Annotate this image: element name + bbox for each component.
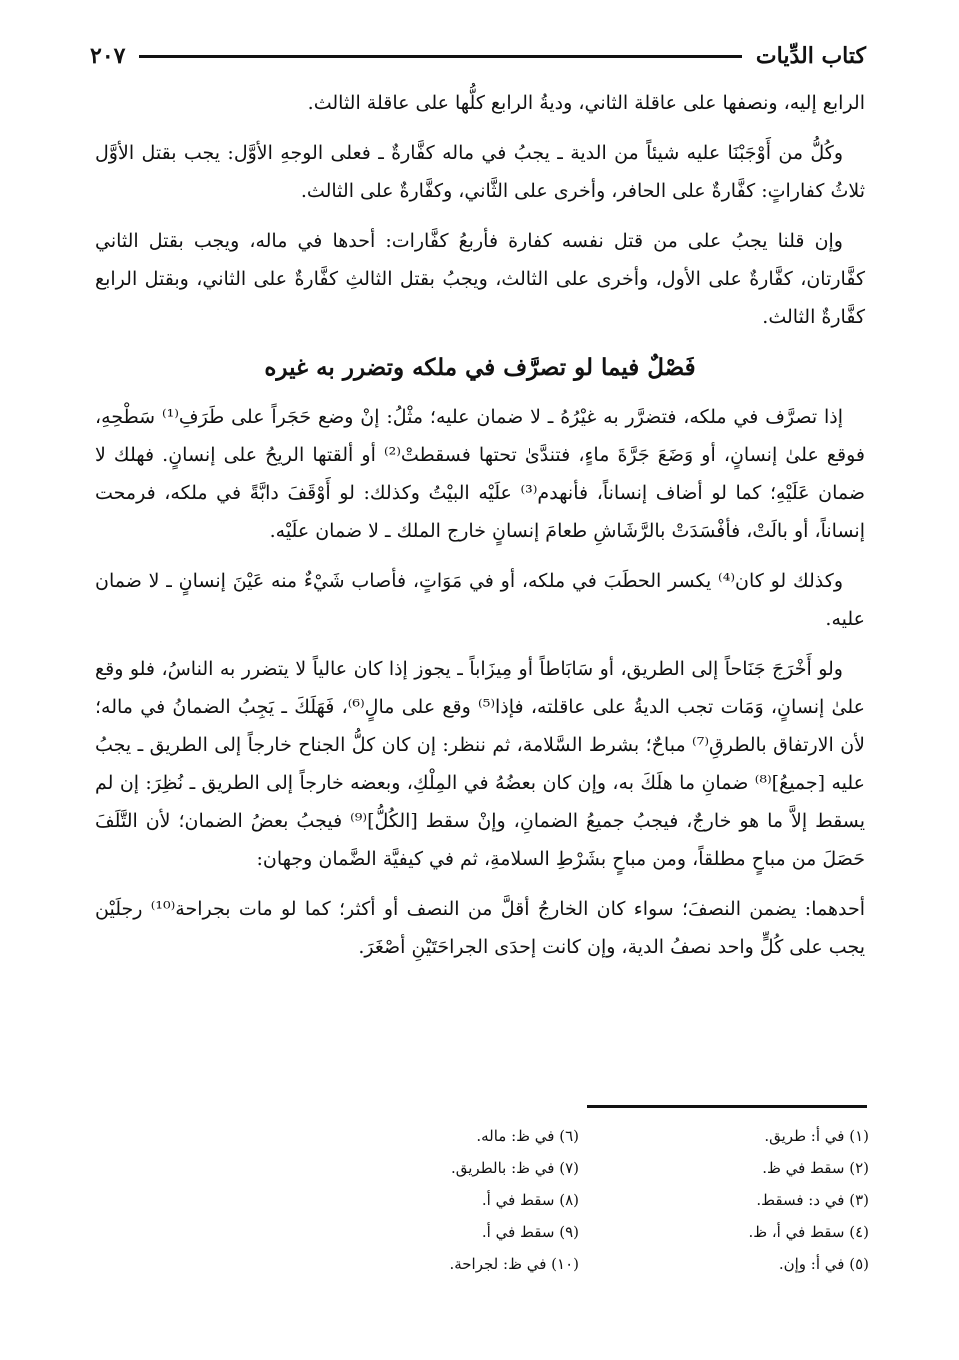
footnote: (٤) سقط في أ، ظ.: [748, 1223, 869, 1241]
footnote: (١) في أ: طريق.: [764, 1127, 869, 1145]
footnote: (٢) سقط في ظ.: [762, 1159, 869, 1177]
paragraph: أحدهما: يضمن النصفَ؛ سواء كان الخارجُ أقلَّ من النصف أو أكثر؛ كما لو مات بجراحة⁽¹⁰⁾ رجلَيْن يجب على كُلٍّ واحد نصفُ الدية، وإن كانت إحدَى الجراحَتَيْنِ أصْغَرَ.: [95, 898, 865, 958]
footnote: (٥) في أ: وإن.: [778, 1255, 869, 1273]
paragraph: وكذلك لو كان⁽⁴⁾ يكسر الحطَبَ في ملكه، أو في مَوَاتٍ، فأصاب شَيْءٌ منه عَيْنَ إنسانٍ ـ لا ضمان عليه.: [95, 570, 865, 630]
footnote-separator: [587, 1105, 867, 1108]
main-text: [95, 84, 865, 978]
header-rule: [139, 55, 741, 58]
paragraph: وكُلُّ من أَوْجَبْنَا عليه شيئاً من الدية ـ يجبُ في ماله كفَّارةٌ ـ فعلى الوجهِ الأوَّل: يجب بقتل الأوَّل ثلاثُ كفاراتٍ: كفَّارةٌ على الحافر، وأخرى على الثَّاني، وكفَّارةٌ على الثالث.: [95, 142, 865, 202]
footnote: (٨) سقط في أ.: [481, 1191, 579, 1209]
running-header: [90, 38, 866, 74]
footnote: (٩) سقط في أ.: [481, 1223, 579, 1241]
footnote: (٧) في ظ: بالطريق.: [450, 1159, 579, 1177]
footnote: (١٠) في ظ: لجراحة.: [449, 1255, 579, 1273]
footnote: (٦) في ظ: ماله.: [476, 1127, 579, 1145]
section-heading: فَصْلٌ فيما لو تصرَّف في ملكه وتضرر به غيره: [264, 354, 696, 381]
footnotes-left-column: [289, 1120, 579, 1290]
page-number: ٢٠٧: [90, 43, 126, 69]
chapter-title: كتاب الدِّيات: [755, 43, 866, 69]
footnotes-right-column: [579, 1120, 869, 1290]
paragraph: إذا تصرَّف في ملكه، فتضرَّر به غيْرُهُ ـ لا ضمان عليه؛ مثْلُ: إنْ وضع حَجَراً على طَرَفِ⁽¹⁾ سَطْحِهِ، فوقع علىٰ إنسانٍ، أو وَضَعَ جَرَّةَ ماءٍ، فتندَّىٰ تحتها فسقطتْ⁽²⁾ أو ألقتها الريحُ على إنسانٍ. فهلك لا ضمان عَلَيْهِ؛ كما لو أضاف إنساناً، فأنهدم⁽³⁾ علَيْه البيْتُ وكذلك: لو أَوْقَفَ دابَّةً في ملكه، فرمحت إنساناً، أو بالَتْ، فأفْسَدَتْ بالرَّشَاشِ طعامَ إنسانٍ خارج الملك ـ لا ضمان علَيْه.: [95, 406, 865, 542]
paragraph: ولو أَخْرَجَ جَنَاحاً إلى الطريق، أو سَابَاطاً أو مِيزَاباً ـ يجوز إذا كان عالياً لا يتضرر به الناسُ، فلو وقع علىٰ إنسانٍ، وَمَات تجب الديةُ على عاقلته، فإذا⁽⁵⁾ وقع على مالٍ⁽⁶⁾، فَهَلَكَ ـ يَجِبُ الضمانُ في ماله؛ لأن الارتفاق بالطرقِ⁽⁷⁾ مباحٌ؛ بشرط السَّلامة، ثم ننظر: إن كان كلُّ الجناح خارجاً إلى الطريق ـ يجبُ عليه [جميعُ]⁽⁸⁾ ضمانِ ما هلَكَ به، وإن كان بعضُهُ في المِلْكِ، وبعضه خارجاً إلى الطريق ـ نُظِرَ: إن لم يسقط إلاَّ ما هو خارجٌ، فيجبُ جميعُ الضمانِ، وإنْ سقط [الكُلُّ]⁽⁹⁾ فيجبُ بعضُ الضمان؛ لأن التَّلَفَ حَصَلَ من مباحٍ مطلقاً، ومن مباحٍ بشَرْطِ السلامةِ، ثم في كيفيَّة الضَّمان وجهان:: [95, 658, 865, 870]
footnote: (٣) في د: فسقط.: [756, 1191, 869, 1209]
footnotes: [289, 1120, 869, 1290]
paragraph: الرابع إليه، ونصفها على عاقلة الثاني، وديةُ الرابع كلُّها على عاقلة الثالث.: [307, 92, 865, 114]
paragraph: وإن قلنا يجبُ على من قتل نفسه كفارة فأربعُ كفَّارات: أحدها في ماله، ويجب بقتل الثاني كفَّارتان، كفَّارةٌ على الأول، وأخرى على الثالث، ويجبُ بقتل الثالثِ كفَّارةٌ على الثاني، وبقتل الرابع كفَّارةٌ الثالث.: [95, 230, 865, 328]
